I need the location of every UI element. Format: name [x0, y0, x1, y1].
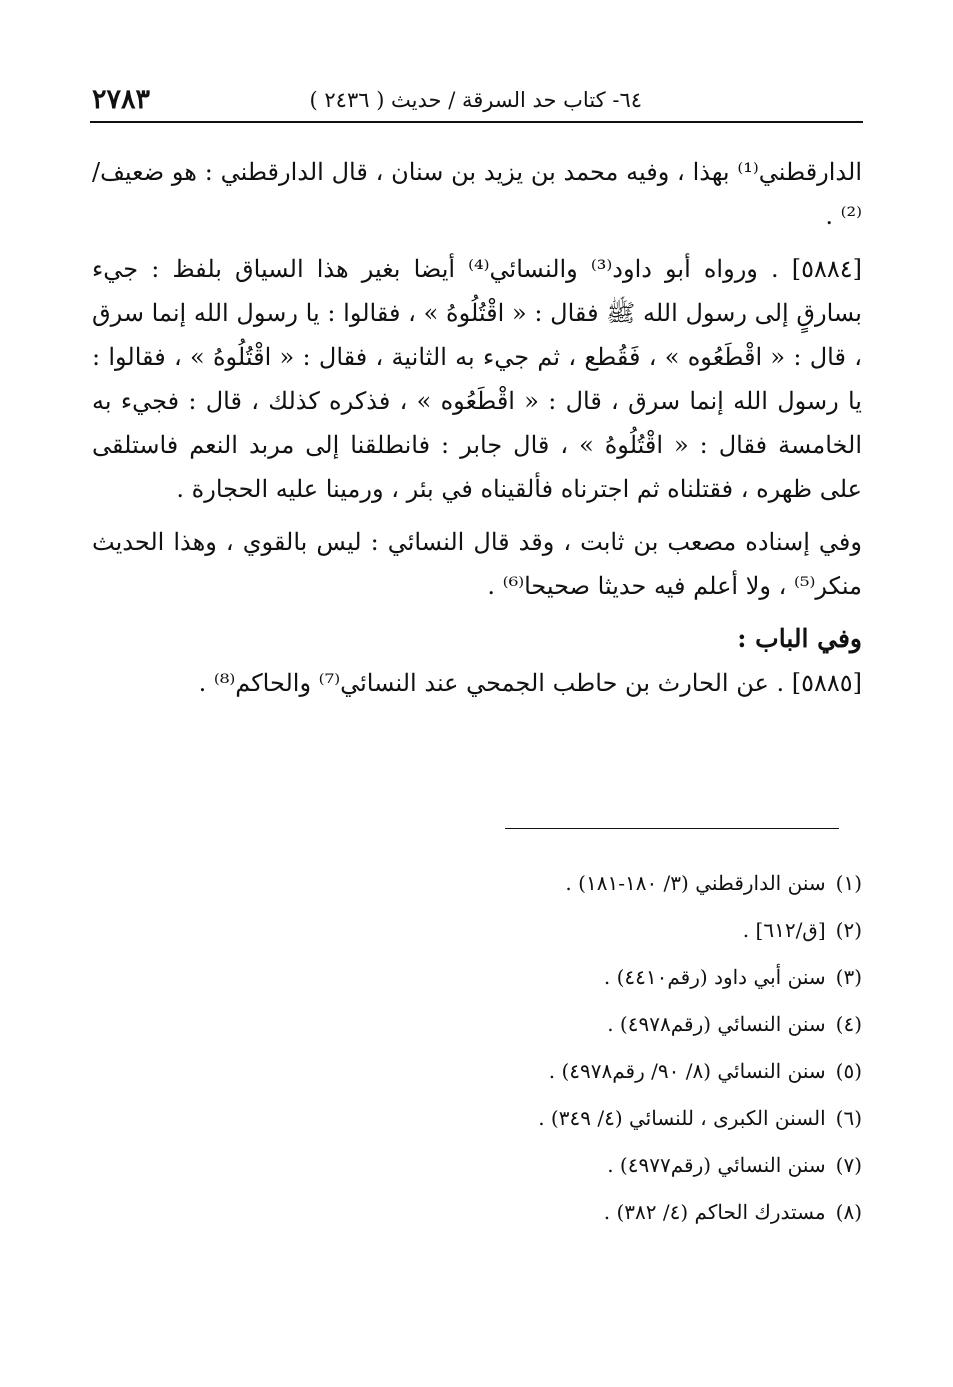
footnote-number: (٤) — [835, 1012, 862, 1036]
footnote-text: [ق/٦١٢] . — [742, 918, 826, 942]
footnote-text: سنن الدارقطني (٣/ ١٨٠-١٨١) . — [565, 871, 826, 895]
footnote-text: مستدرك الحاكم (٤/ ٣٨٢) . — [603, 1200, 826, 1224]
footnote-item — [200, 1048, 862, 1095]
footnote-text: سنن النسائي (٨/ ٩٠/ رقم٤٩٧٨) . — [548, 1059, 826, 1083]
footnote-rule — [505, 828, 839, 829]
footnote-item — [200, 907, 862, 954]
footnote-item — [200, 954, 862, 1001]
footnotes-list — [200, 860, 862, 1236]
footnote-number: (١) — [835, 871, 862, 895]
footnote-item — [200, 1001, 862, 1048]
footnote-text: سنن النسائي (رقم٤٩٧٧) . — [607, 1153, 826, 1177]
footnote-text: السنن الكبرى ، للنسائي (٤/ ٣٤٩) . — [538, 1106, 826, 1130]
footnote-number: (٧) — [835, 1153, 862, 1177]
footnote-number: (٥) — [835, 1059, 862, 1083]
paragraph-hadith-5885: [٥٨٨٥] . عن الحارث بن حاطب الجمحي عند النسائي⁽⁷⁾ والحاكم⁽⁸⁾ . — [198, 669, 862, 697]
footnote-number: (٦) — [835, 1106, 862, 1130]
paragraph-isnad-note: وفي إسناده مصعب بن ثابت ، وقد قال النسائي : ليس بالقوي ، وهذا الحديث منكر⁽⁵⁾ ، ولا أعلم فيه حديثا صحيحا⁽⁶⁾ . — [92, 528, 862, 600]
header-rule — [90, 121, 863, 123]
footnote-text: سنن أبي داود (رقم٤٤١٠) . — [603, 965, 826, 989]
main-text — [92, 150, 862, 705]
footnote-item — [200, 1095, 862, 1142]
footnote-text: سنن النسائي (رقم٤٩٧٨) . — [607, 1012, 826, 1036]
page-number: ٢٧٨٣ — [92, 84, 151, 115]
footnote-number: (٣) — [835, 965, 862, 989]
footnote-item — [200, 860, 862, 907]
paragraph-daraqutni: الدارقطني⁽¹⁾ بهذا ، وفيه محمد بن يزيد بن سنان ، قال الدارقطني : هو ضعيف/ ⁽²⁾ . — [92, 158, 862, 230]
section-heading: وفي الباب : — [737, 624, 862, 653]
running-header — [92, 84, 862, 120]
running-header-title: ٦٤- كتاب حد السرقة / حديث ( ٢٤٣٦ ) — [309, 88, 642, 112]
footnote-number: (٨) — [835, 1200, 862, 1224]
footnote-item — [200, 1142, 862, 1189]
footnote-item — [200, 1189, 862, 1236]
paragraph-hadith-5884: [٥٨٨٤] . ورواه أبو داود⁽³⁾ والنسائي⁽⁴⁾ أيضا بغير هذا السياق بلفظ : جيء بسارقٍ إلى رسول الله ﷺ فقال : « اقْتُلُوهُ » ، فقالوا : يا رسول الله إنما سرق ، قال : « اقْطَعُوه » ، فَقُطع ، ثم جيء به الثانية ، فقال : « اقْتُلُوهُ » ، فقالوا : يا رسول الله إنما سرق ، قال : « اقْطَعُوه » ، فذكره كذلك ، قال : فجيء به الخامسة فقال : « اقْتُلُوهُ » ، قال جابر : فانطلقنا إلى مربد النعم فاستلقى على ظهره ، فقتلناه ثم اجترناه فألقيناه في بئر ، ورمينا عليه الحجارة . — [92, 255, 862, 503]
footnote-number: (٢) — [835, 918, 862, 942]
